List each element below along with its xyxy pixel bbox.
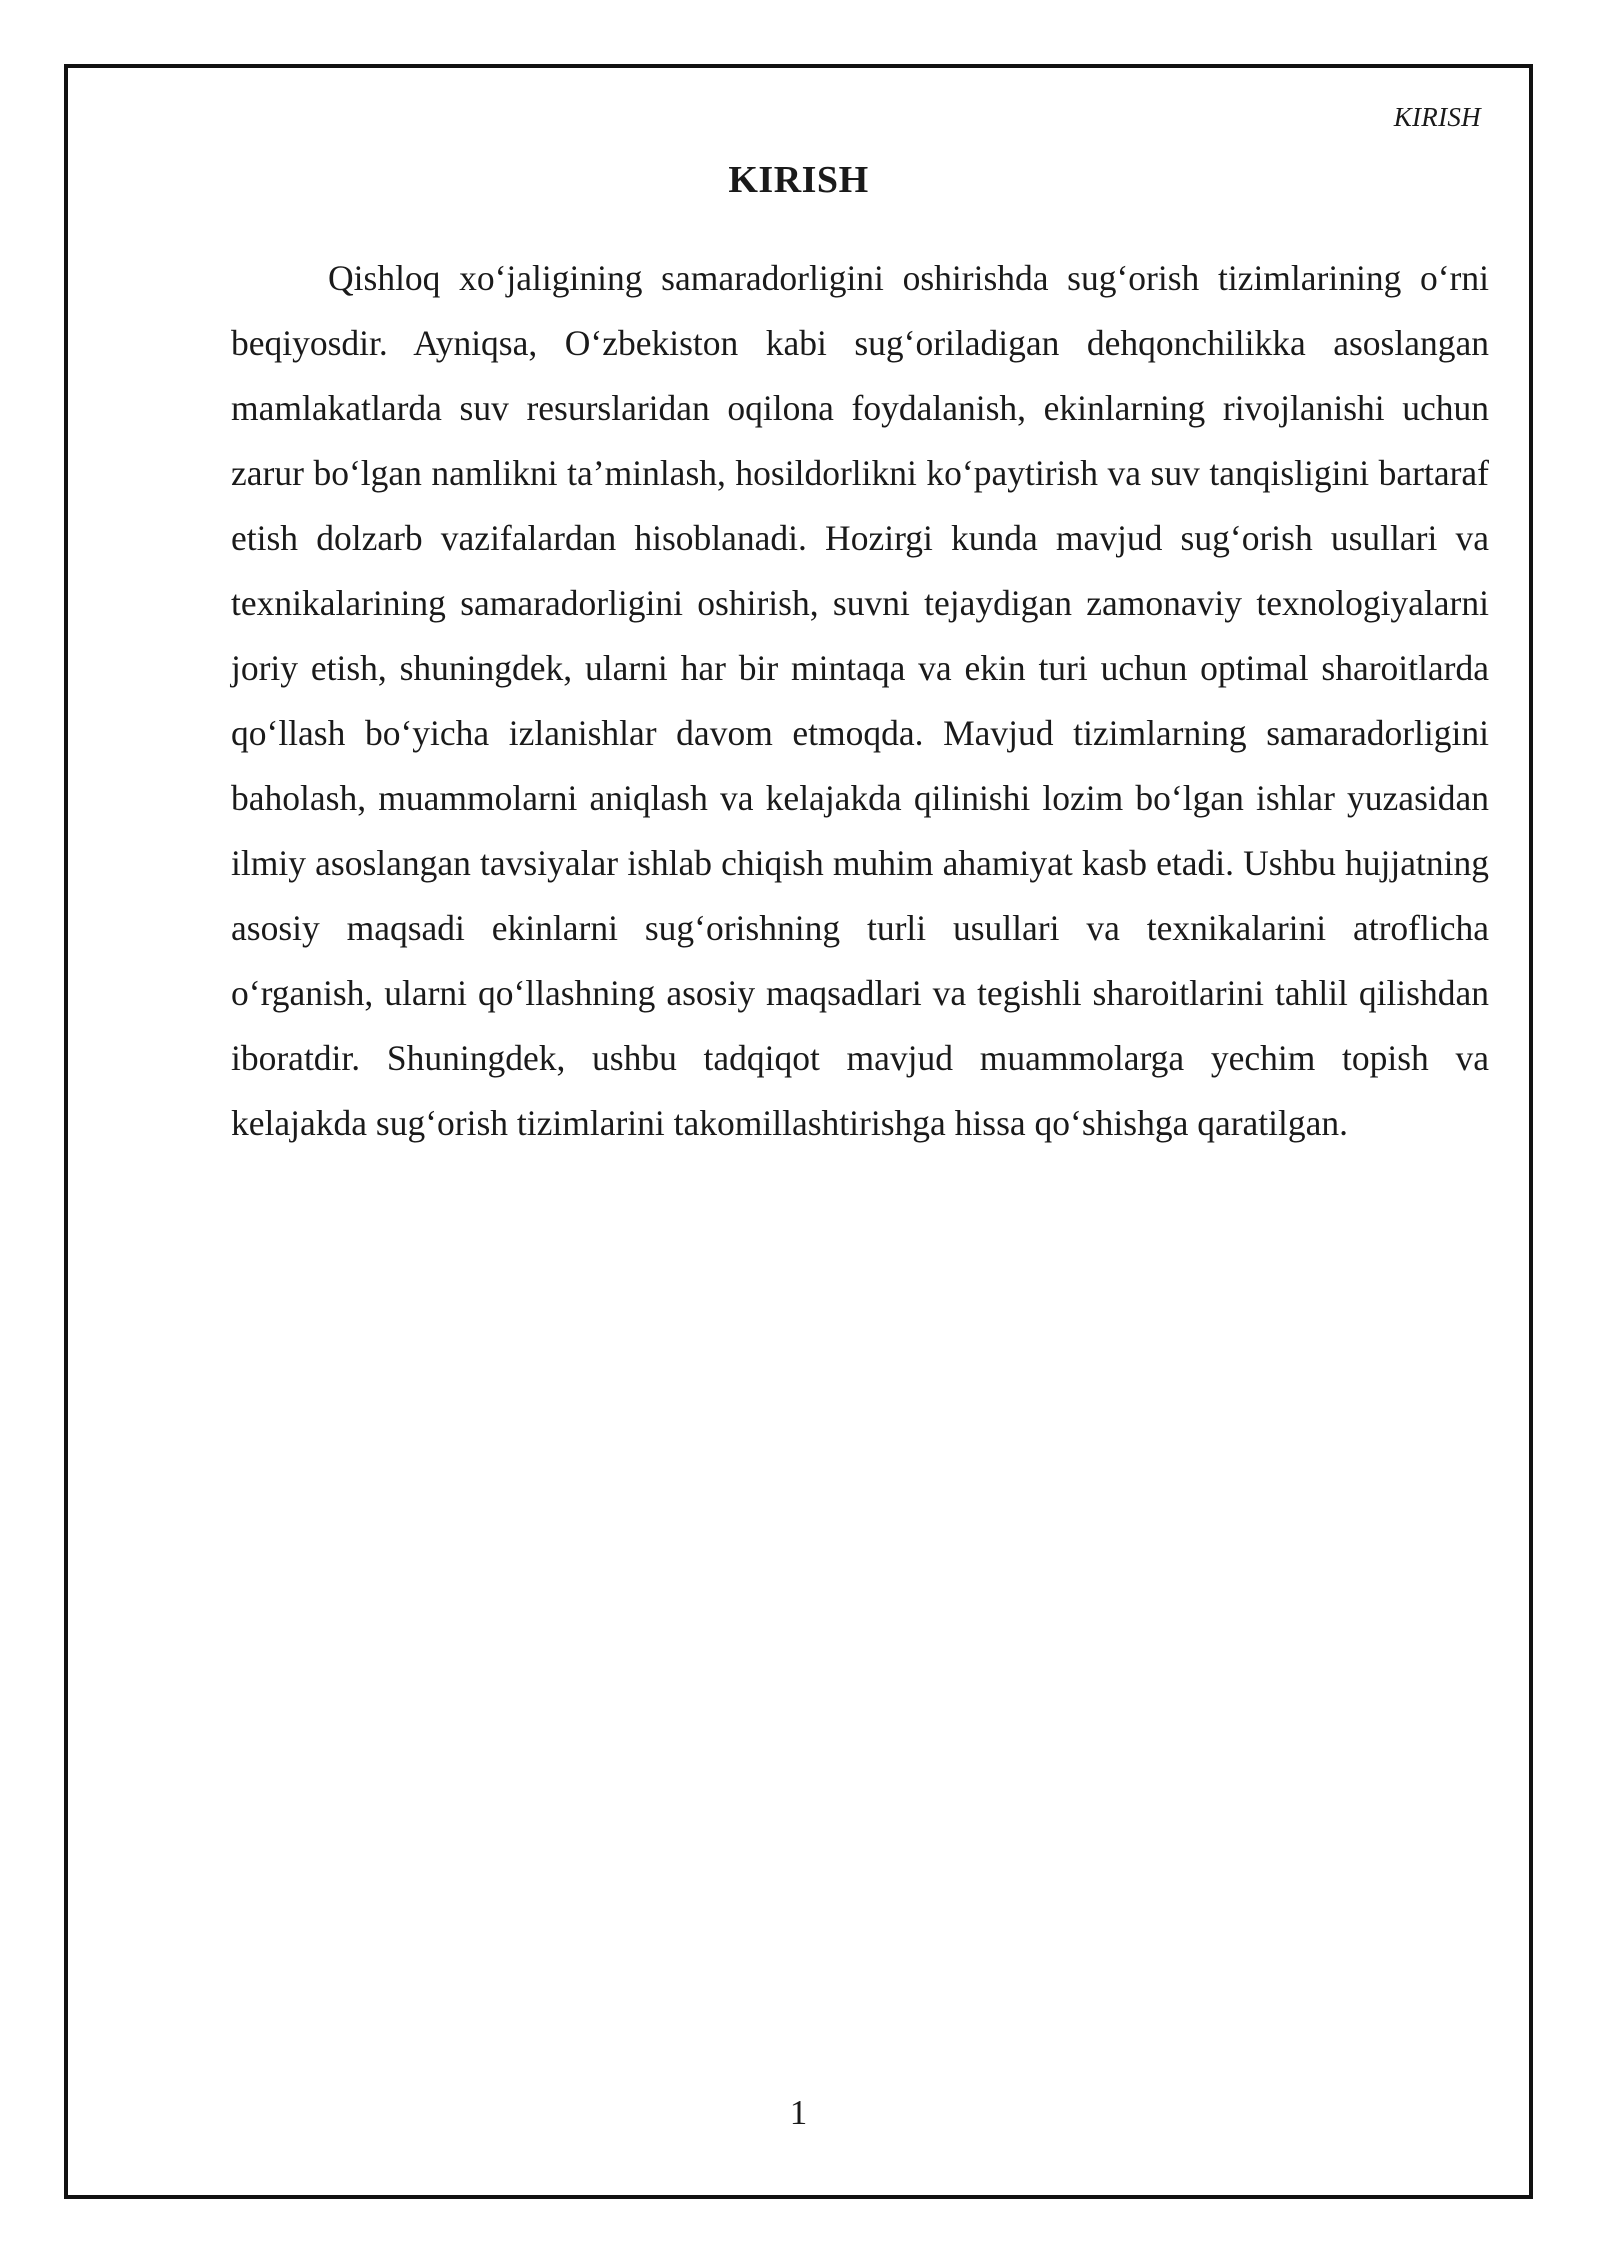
page-number: 1 — [789, 2093, 808, 2132]
chapter-title: KIRISH — [728, 159, 869, 201]
intro-paragraph: Qishloq xo‘jaligining samaradorligini oshirishda sug‘orish tizimlarining o‘rni beqiyosdir. Ayniqsa, O‘zbekiston kabi sug‘oriladigan dehqonchilikka asoslangan mamlakatlarda suv resurslaridan oqilona foydalanish, ekinlarning rivojlanishi uchun zarur bo‘lgan namlikni ta’minlash, hosildorlikni ko‘paytirish va suv tanqisligini bartaraf etish dolzarb vazifalardan hisoblanadi. Hozirgi kunda mavjud sug‘orish usullari va texnikalarining samaradorligini oshirish, suvni tejaydigan zamonaviy texnologiyalarni joriy etish, shuningdek, ularni har bir mintaqa va ekin turi uchun optimal sharoitlarda qo‘llash bo‘yicha izlanishlar davom etmoqda. Mavjud tizimlarning samaradorligini baholash, muammolarni aniqlash va kelajakda qilinishi lozim bo‘lgan ishlar yuzasidan ilmiy asoslangan tavsiyalar ishlab chiqish muhim ahamiyat kasb etadi. Ushbu hujjatning asosiy maqsadi ekinlarni sug‘orishning turli usullari va texnikalarini atroflicha o‘rganish, ularni qo‘llashning asosiy maqsadlari va tegishli sharoitlarini tahlil qilishdan iboratdir. Shuningdek, ushbu tadqiqot mavjud muammolarga yechim topish va kelajakda sug‘orish tizimlarini takomillashtirishga hissa qo‘shishga qaratilgan. — [231, 258, 1489, 1143]
page-frame — [64, 64, 1533, 2199]
running-header: KIRISH — [1393, 102, 1481, 132]
